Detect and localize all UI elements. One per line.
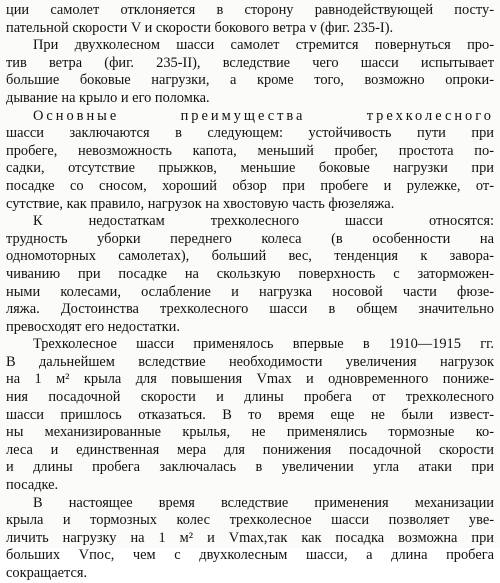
text-line: чиванию при посадке на скользкую поверхность с заторможен- xyxy=(6,265,494,282)
text-line: тив ветра (фиг. 235-II), вследствие чего шасси испытывает xyxy=(6,54,494,71)
text-line: пробеге, невозможность капота, меньший пробег, простота по- xyxy=(6,142,494,159)
text-line: посадке со сносом, хороший обзор при пробеге и рулежке, от- xyxy=(6,177,494,194)
text-line: шасси пришлось отказаться. В то время еще не были извест- xyxy=(6,406,494,423)
text-line: сутствие, как правило, нагрузок на хвостовую часть фюзеляжа. xyxy=(6,195,395,212)
text-line: В настоящее время вследствие применения механизации xyxy=(33,494,494,511)
text-line: шасси заключаются в следующем: устойчивость пути при xyxy=(6,125,494,142)
text-line: пательной скорости V и скорости бокового ветра v (фиг. 235-I). xyxy=(6,19,394,36)
text-line: ляжа. Достоинства трехколесного шасси в общем значительно xyxy=(6,301,494,318)
text-line: превосходят его недостатки. xyxy=(6,318,180,335)
text-line: ции самолет отклоняется в сторону равнодействующей посту- xyxy=(6,2,494,18)
text-line: ны механизированные крылья, не применялись тормозные ко- xyxy=(6,424,494,441)
text-line: леса и единственная мера для понижения посадочной скорости xyxy=(6,441,494,458)
text-line: При двухколесном шасси самолет стремится повернуться про- xyxy=(33,37,494,54)
text-line: на 1 м² крыла для повышения Vmax и одновременного пониже- xyxy=(6,371,494,388)
text-line: сокращается. xyxy=(6,565,88,581)
text-line: большие боковые нагрузки, а кроме того, возможно опроки- xyxy=(6,72,494,89)
text-line: ния посадочной скорости и длины пробега от трехколесного xyxy=(6,389,494,406)
section-lead: К недостаткам трехколесного шасси относятся: xyxy=(33,213,494,230)
text-line: В дальнейшем вследствие необходимости увеличения нагрузок xyxy=(6,353,494,370)
text-line: дывание на крыло и его поломка. xyxy=(6,89,210,106)
text-line: крыла и тормозных колес трехколесное шасси позволяет уве- xyxy=(6,512,494,529)
text-line: личить нагрузку на 1 м² и Vmax,так как посадка возможна при xyxy=(6,529,494,546)
text-line: и длины пробега заключалась в увеличении угла атаки при xyxy=(6,459,494,476)
text-line: трудность уборки переднего колеса (в особенности на xyxy=(6,230,494,247)
section-lead: Основные преимущества трехколесного xyxy=(33,107,494,124)
text-line: посадке. xyxy=(6,477,59,494)
text-line: ными колесами, ослабление и нагрузка носовой части фюзе- xyxy=(6,283,494,300)
text-line: больших Vпос, чем с двухколесным шасси, а длина пробега xyxy=(6,547,494,564)
text-line: садки, отсутствие прыжков, меньшие боковые нагрузки при xyxy=(6,160,494,177)
text-line: одномоторных самолетах), больший вес, тенденция к завора- xyxy=(6,248,494,265)
text-line: Трехколесное шасси применялось впервые в 1910—1915 гг. xyxy=(33,336,494,353)
